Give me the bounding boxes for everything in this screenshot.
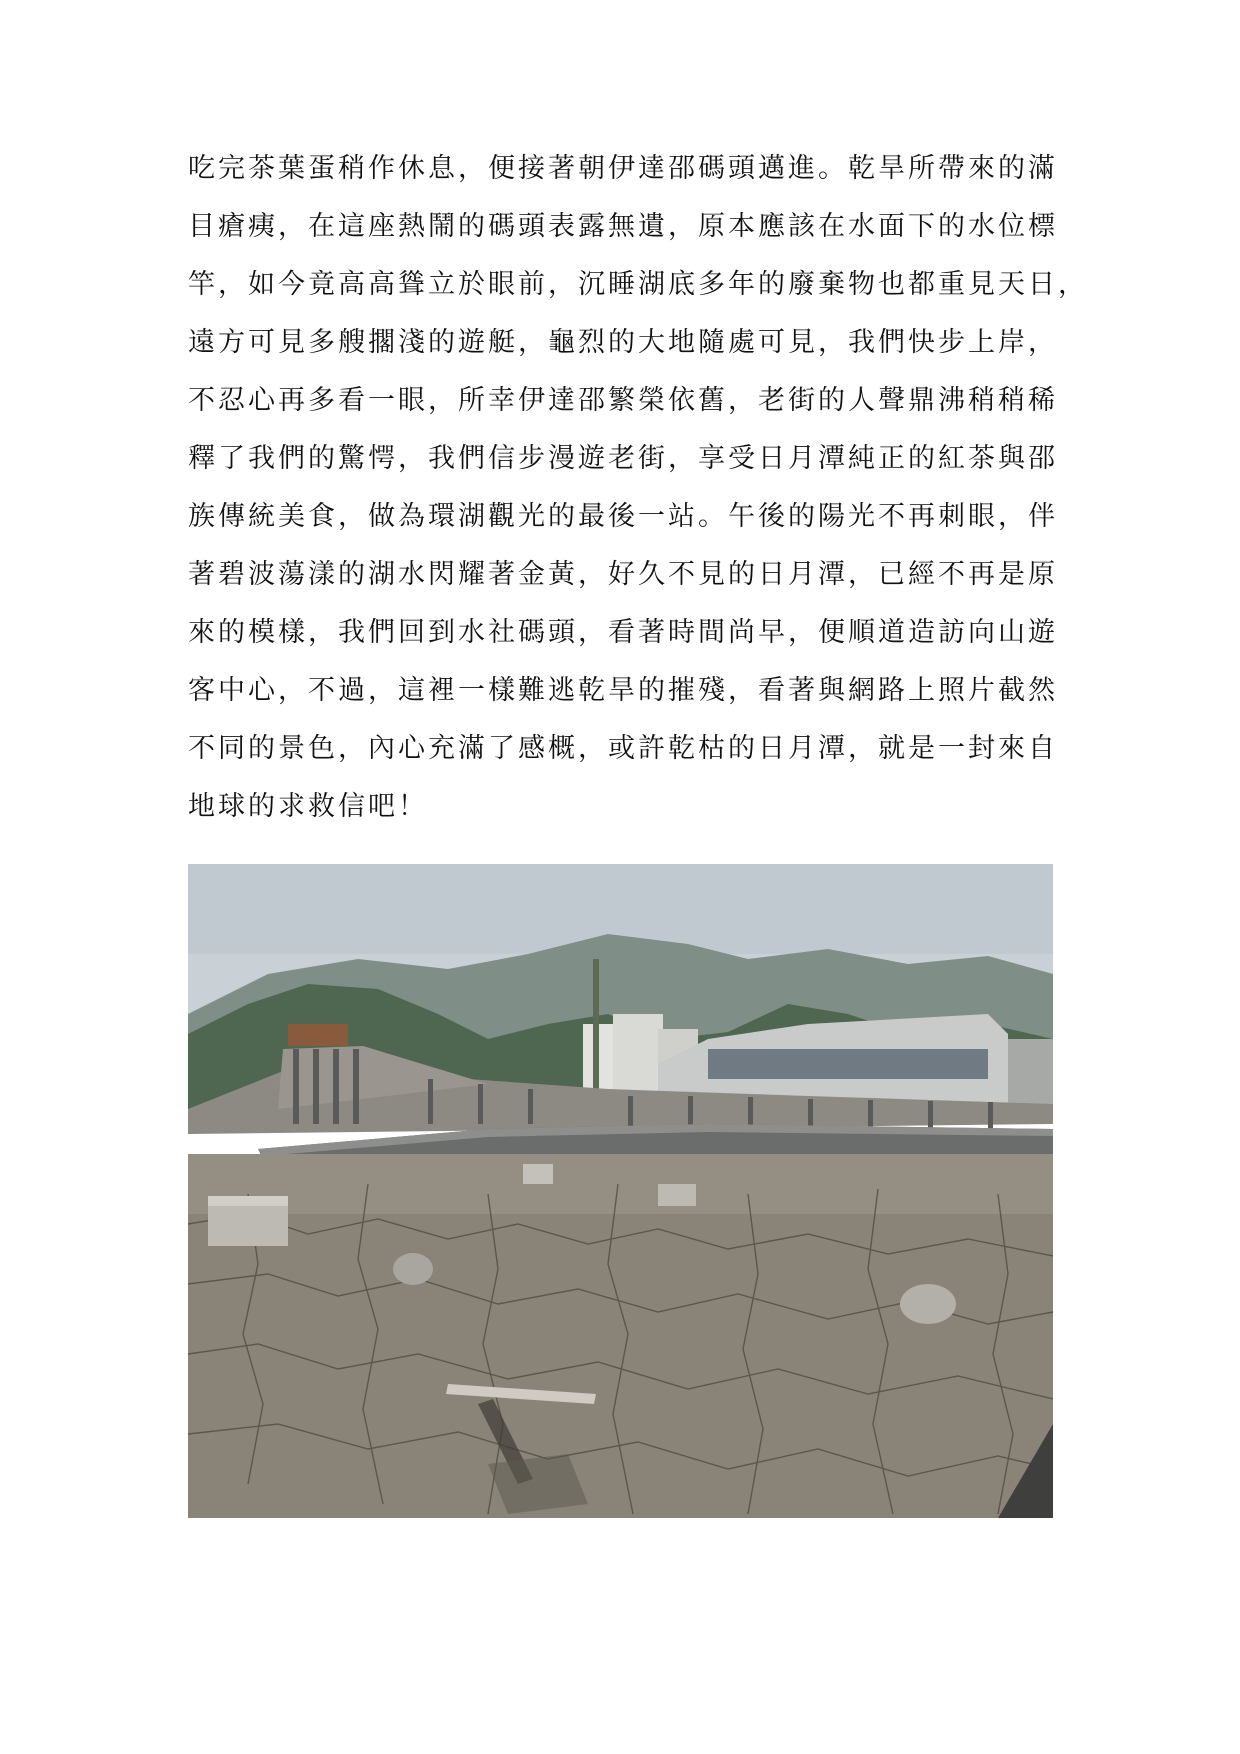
paragraph-line: 不忍心再多看一眼，所幸伊達邵繁榮依舊，老街的人聲鼎沸稍稍稀 — [188, 385, 1058, 416]
paragraph-line: 來的模樣，我們回到水社碼頭，看著時間尚早，便順道造訪向山遊 — [188, 617, 1058, 648]
paragraph-line: 地球的求救信吧！ — [188, 791, 428, 822]
paragraph-line: 族傳統美食，做為環湖觀光的最後一站。午後的陽光不再刺眼，伴 — [188, 501, 1058, 532]
photo-water-level-pole — [593, 959, 599, 1109]
paragraph-line: 目瘡痍，在這座熱鬧的碼頭表露無遺，原本應該在水面下的水位標 — [188, 211, 1058, 242]
paragraph-line: 客中心，不過，這裡一樣難逃乾旱的摧殘，看著與網路上照片截然 — [188, 675, 1058, 706]
photo-buoy — [900, 1284, 956, 1324]
paragraph-line: 吃完茶葉蛋稍作休息，便接著朝伊達邵碼頭邁進。乾旱所帶來的滿 — [188, 153, 1058, 184]
article-paragraph — [188, 140, 1088, 836]
paragraph-line: 竿，如今竟高高聳立於眼前，沉睡湖底多年的廢棄物也都重見天日， — [188, 269, 1088, 300]
photo-concrete-block — [208, 1204, 288, 1246]
paragraph-line: 釋了我們的驚愕，我們信步漫遊老街，享受日月潭純正的紅茶與邵 — [188, 443, 1058, 474]
paragraph-line: 著碧波蕩漾的湖水閃耀著金黃，好久不見的日月潭，已經不再是原 — [188, 559, 1058, 590]
dry-lakebed-photo — [188, 864, 1053, 1518]
photo-concrete-block — [658, 1184, 696, 1206]
photo-concrete-block — [523, 1164, 553, 1184]
paragraph-line: 遠方可見多艘擱淺的遊艇，龜烈的大地隨處可見，我們快步上岸， — [188, 327, 1058, 358]
photo-buoy — [393, 1253, 433, 1285]
paragraph-line: 不同的景色，內心充滿了感概，或許乾枯的日月潭，就是一封來自 — [188, 733, 1058, 764]
